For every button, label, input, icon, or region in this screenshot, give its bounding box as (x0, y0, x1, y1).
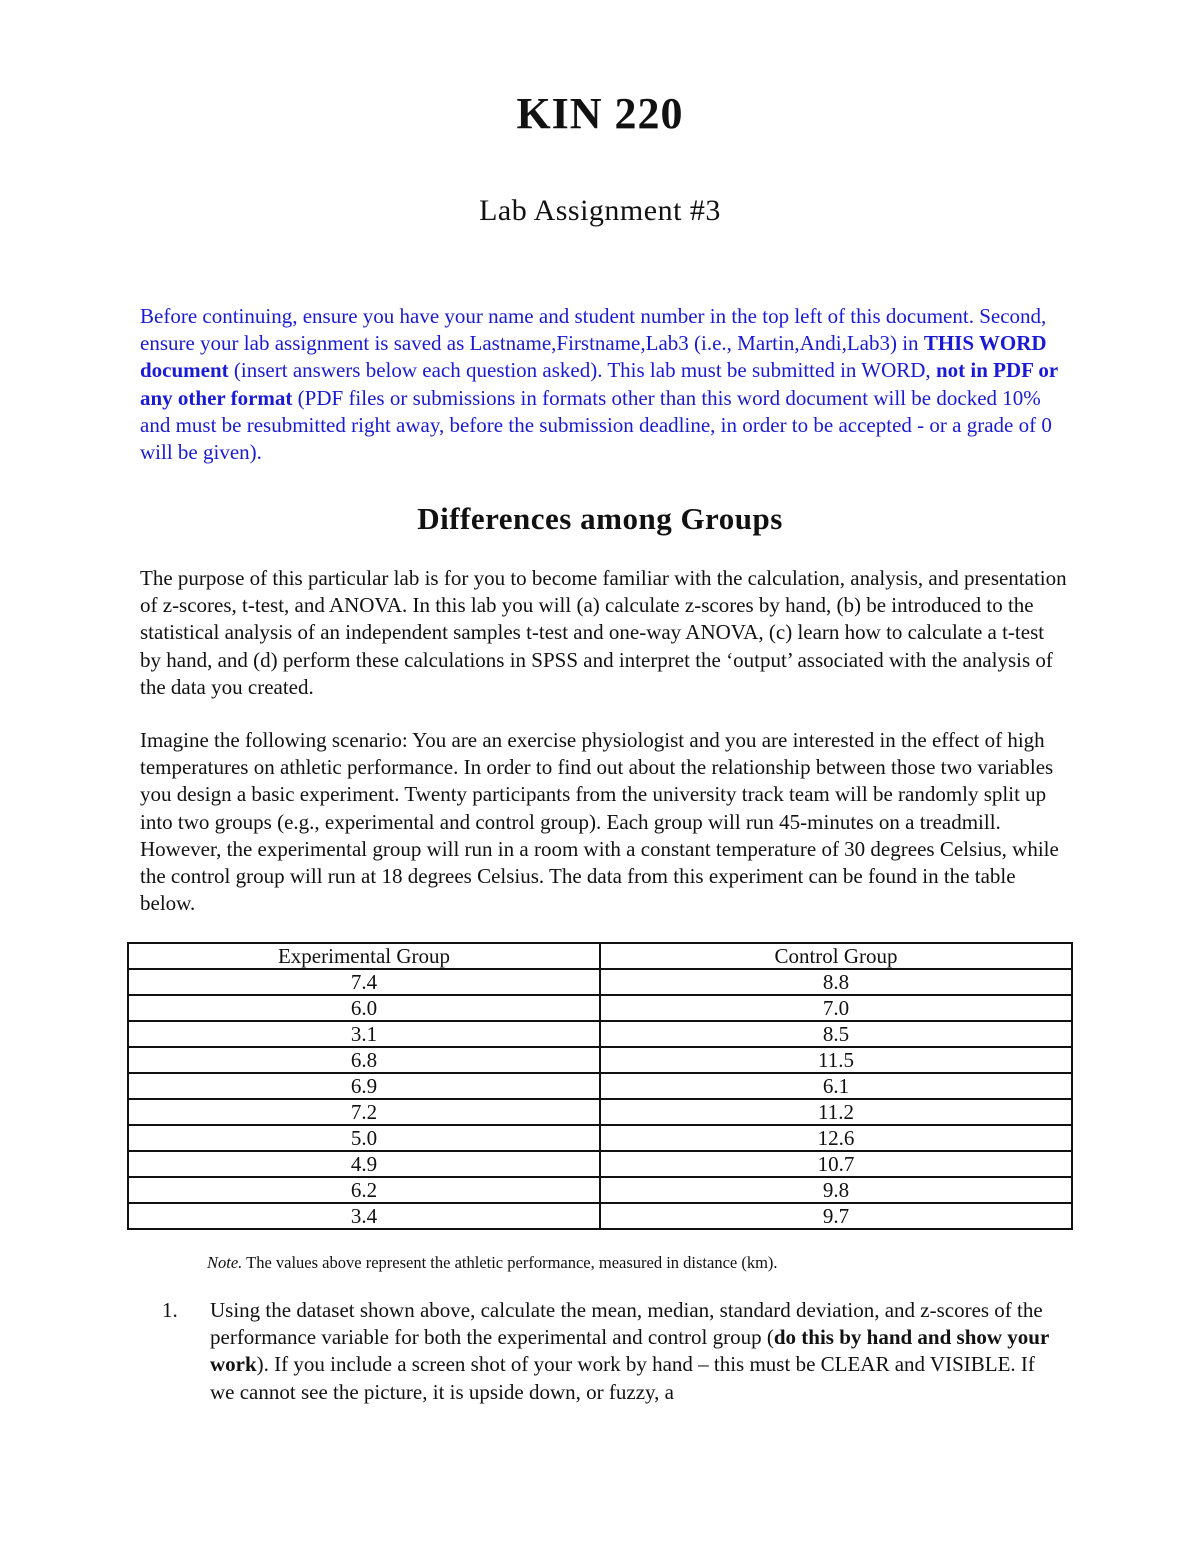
question-text-1: Using the dataset shown above, calculate the mean, median, standard deviation, and z-scores of the performance variable for both the experimental and control group ( (210, 1298, 1043, 1350)
table-row (128, 1073, 1072, 1099)
experimental-cell: 7.4 (128, 969, 600, 995)
table-row (128, 1125, 1072, 1151)
control-cell: 12.6 (600, 1125, 1072, 1151)
control-cell: 9.8 (600, 1177, 1072, 1203)
control-cell: 7.0 (600, 995, 1072, 1021)
header-experimental-group: Experimental Group (128, 943, 600, 969)
instructions-text-3: (PDF files or submissions in formats other than this word document will be docked 10% and must be resubmitted right away, before the submission deadline, in order to be accepted - or a grade of 0 will be given). (140, 385, 1052, 465)
instructions-bold-2: not in PDF or any other format (140, 358, 1058, 410)
lab-title: Lab Assignment #3 (479, 194, 721, 227)
experimental-cell: 6.2 (128, 1177, 600, 1203)
performance-data-table (127, 942, 1073, 1230)
question-text (210, 1297, 1062, 1406)
section-heading: Differences among Groups (417, 501, 783, 536)
note-text: The values above represent the athletic performance, measured in distance (km). (242, 1253, 778, 1272)
table-row (128, 969, 1072, 995)
experimental-cell: 3.4 (128, 1203, 600, 1229)
submission-instructions (140, 303, 1070, 466)
instructions-text-2: (insert answers below each question asked). This lab must be submitted in WORD, (228, 358, 936, 383)
experimental-cell: 5.0 (128, 1125, 600, 1151)
experimental-cell: 3.1 (128, 1021, 600, 1047)
question-1 (162, 1297, 1062, 1406)
experimental-cell: 4.9 (128, 1151, 600, 1177)
control-cell: 6.1 (600, 1073, 1072, 1099)
table-row (128, 1099, 1072, 1125)
question-text-2: ). If you include a screen shot of your work by hand – this must be CLEAR and VISIBLE. If we cannot see the picture, it is upside down, or fuzzy, a (210, 1352, 1035, 1404)
header-control-group: Control Group (600, 943, 1072, 969)
table-row (128, 1047, 1072, 1073)
note-label: Note. (207, 1253, 243, 1272)
experimental-cell: 6.0 (128, 995, 600, 1021)
control-cell: 11.2 (600, 1099, 1072, 1125)
experimental-cell: 6.9 (128, 1073, 600, 1099)
control-cell: 10.7 (600, 1151, 1072, 1177)
control-cell: 9.7 (600, 1203, 1072, 1229)
table-row (128, 995, 1072, 1021)
experimental-cell: 7.2 (128, 1099, 600, 1125)
control-cell: 8.5 (600, 1021, 1072, 1047)
purpose-paragraph: The purpose of this particular lab is for you to become familiar with the calculation, analysis, and presentation of z-scores, t-test, and ANOVA. In this lab you will (a) calculate z-scores by hand, (b) be introduced to the statistical analysis of an independent samples t-test and one-way ANOVA, (c) learn how to calculate a t-test by hand, and (d) perform these calculations in SPSS and interpret the ‘output’ associated with the analysis of the data you created. (140, 566, 1067, 699)
control-cell: 8.8 (600, 969, 1072, 995)
table-row (128, 1151, 1072, 1177)
table-row (128, 1203, 1072, 1229)
table-header-row (128, 943, 1072, 969)
table-note (207, 1253, 778, 1273)
experimental-cell: 6.8 (128, 1047, 600, 1073)
question-number: 1. (162, 1298, 178, 1322)
instructions-bold-1: THIS WORD document (140, 331, 1047, 383)
scenario-paragraph: Imagine the following scenario: You are an exercise physiologist and you are interested in the effect of high temperatures on athletic performance. In order to find out about the relationship between those two variables you design a basic experiment. Twenty participants from the university track team will be randomly split up into two groups (e.g., experimental and control group). Each group will run 45-minutes on a treadmill. However, the experimental group will run in a room with a constant temperature of 30 degrees Celsius, while the control group will run at 18 degrees Celsius. The data from this experiment can be found in the table below. (140, 728, 1059, 916)
instructions-text-1: Before continuing, ensure you have your name and student number in the top left of this document. Second, ensure your lab assignment is saved as Lastname,Firstname,Lab3 (i.e., Martin,Andi,Lab3) in (140, 304, 1047, 356)
table-row (128, 1021, 1072, 1047)
course-title: KIN 220 (516, 89, 684, 138)
question-bold: do this by hand and show your work (210, 1325, 1049, 1377)
table-row (128, 1177, 1072, 1203)
control-cell: 11.5 (600, 1047, 1072, 1073)
